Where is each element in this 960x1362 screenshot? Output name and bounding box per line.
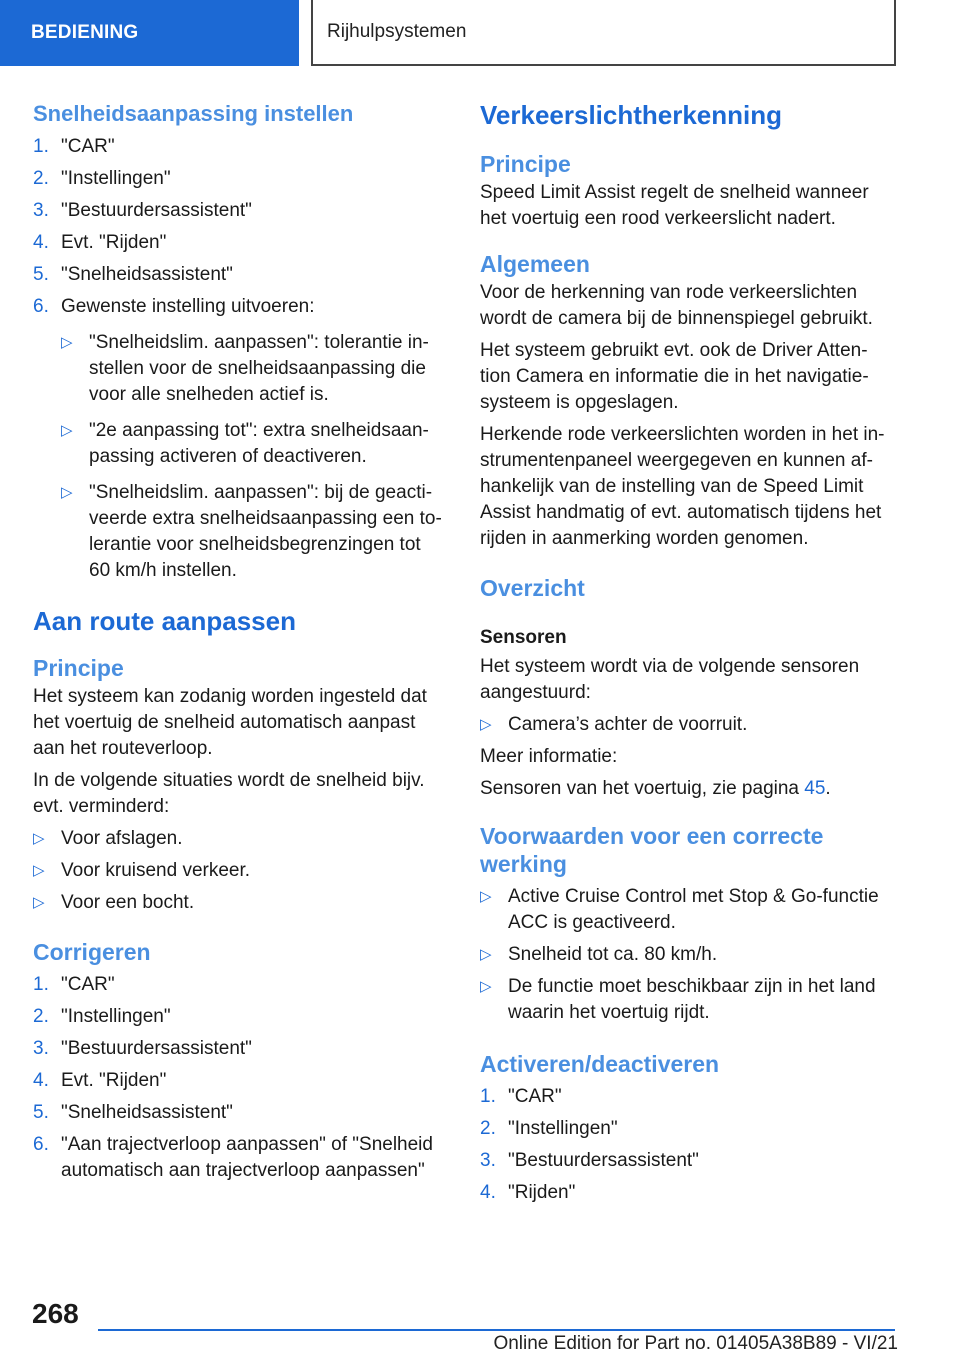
paragraph: Herkende rode verkeerslichten worden in het in-strumentenpaneel weergegeven en kunnen af-hankelijk van de instelling van de Speed Limit Assist handmatig of evt. automatisch tijdens het rijden in aanmerking worden genomen. — [480, 424, 885, 549]
right-column — [480, 100, 892, 1206]
list-item: 1. "CAR" — [33, 136, 115, 157]
triangle-bullet-icon: ▷ — [480, 946, 492, 963]
edition-text: Online Edition for Part no. 01405A38B89 - VI/21 — [493, 1333, 898, 1354]
page-number: 268 — [32, 1298, 79, 1329]
list-item: 3. "Bestuurdersassistent" — [33, 1038, 252, 1059]
triangle-bullet-icon: ▷ — [33, 894, 45, 911]
corrigeren-steps — [33, 972, 445, 1184]
page-link[interactable]: 45 — [804, 778, 826, 799]
list-item: ▷ Camera’s achter de voorruit. — [480, 712, 892, 738]
heading-principe: Principe — [33, 655, 124, 681]
list-item: ▷ De functie moet beschikbaar zijn in het land waarin het voertuig rijdt. — [480, 974, 892, 1026]
footer-divider — [98, 1329, 895, 1331]
heading-algemeen: Algemeen — [480, 251, 590, 277]
list-item: 1. "CAR" — [480, 1086, 562, 1107]
heading-overzicht: Overzicht — [480, 575, 585, 601]
bullet-list — [480, 884, 892, 1026]
list-item: 4. "Rijden" — [480, 1182, 576, 1203]
list-item: ▷ Voor een bocht. — [33, 890, 445, 916]
section-label: BEDIENING — [31, 22, 139, 43]
left-column — [33, 100, 445, 1184]
list-item: 2. "Instellingen" — [33, 168, 171, 189]
triangle-bullet-icon: ▷ — [61, 334, 73, 351]
list-item: ▷ "2e aanpassing tot": extra snelheidsaan-passing activeren of deactiveren. — [61, 418, 445, 470]
heading-aan-route: Aan route aanpassen — [33, 606, 296, 636]
chapter-tab — [311, 0, 896, 66]
paragraph: Voor de herkenning van rode verkeerslichten wordt de camera bij de binnenspiegel gebruikt. — [480, 282, 873, 329]
list-item: ▷ "Snelheidslim. aanpassen": bij de geacti-veerde extra snelheidsaanpassing een to-lerantie voor snelheidsbegrenzingen tot 60 km/h instellen. — [61, 480, 445, 584]
activeren-steps — [480, 1084, 892, 1206]
list-item: ▷ Voor kruisend verkeer. — [33, 858, 445, 884]
list-item: 4. Evt. "Rijden" — [33, 232, 167, 253]
paragraph: Het systeem wordt via de volgende sensoren aangestuurd: — [480, 656, 860, 703]
heading-voorwaarden: Voorwaarden voor een correcte werking — [480, 823, 824, 877]
triangle-bullet-icon: ▷ — [33, 830, 45, 847]
list-item: ▷ Snelheid tot ca. 80 km/h. — [480, 942, 892, 968]
bullet-list — [33, 826, 445, 916]
triangle-bullet-icon: ▷ — [61, 422, 73, 439]
list-item: ▷ Active Cruise Control met Stop & Go-functie ACC is geactiveerd. — [480, 884, 892, 936]
paragraph: Meer informatie: — [480, 746, 618, 767]
paragraph: Speed Limit Assist regelt de snelheid wanneer het voertuig een rood verkeerslicht nadert. — [480, 182, 869, 229]
list-item: 2. "Instellingen" — [480, 1118, 618, 1139]
cross-reference: Sensoren van het voertuig, zie pagina 45. — [480, 778, 831, 799]
triangle-bullet-icon: ▷ — [61, 484, 73, 501]
list-item: 6. Gewenste instelling uitvoeren: — [33, 296, 315, 317]
sub-list — [61, 330, 445, 584]
section-tab — [0, 0, 299, 66]
triangle-bullet-icon: ▷ — [480, 978, 492, 995]
heading-snelheidsaanpassing: Snelheidsaanpassing instellen — [33, 101, 354, 126]
paragraph: Het systeem kan zodanig worden ingesteld dat het voertuig de snelheid automatisch aanpast aan het routeverloop. — [33, 686, 427, 759]
list-item: 5. "Snelheidsassistent" — [33, 264, 233, 285]
heading-sensoren: Sensoren — [480, 627, 567, 648]
list-item: 2. "Instellingen" — [33, 1006, 171, 1027]
list-item: 3. "Bestuurdersassistent" — [480, 1150, 699, 1171]
heading-principe: Principe — [480, 151, 571, 177]
heading-verkeerslichtherkenning: Verkeerslichtherkenning — [480, 100, 783, 130]
list-item: 4. Evt. "Rijden" — [33, 1070, 167, 1091]
chapter-label: Rijhulpsystemen — [327, 21, 467, 42]
list-item: 3. "Bestuurdersassistent" — [33, 200, 252, 221]
snelheid-steps — [33, 134, 445, 584]
triangle-bullet-icon: ▷ — [480, 716, 492, 733]
list-item: ▷ Voor afslagen. — [33, 826, 445, 852]
paragraph: Het systeem gebruikt evt. ook de Driver Atten-tion Camera en informatie die in het navigatie-systeem is opgeslagen. — [480, 340, 869, 413]
triangle-bullet-icon: ▷ — [33, 862, 45, 879]
list-item: ▷ "Snelheidslim. aanpassen": tolerantie in-stellen voor de snelheidsaanpassing die voor alle snelheden actief is. — [61, 330, 445, 408]
triangle-bullet-icon: ▷ — [480, 888, 492, 905]
list-item: 5. "Snelheidsassistent" — [33, 1102, 233, 1123]
list-item: 1. "CAR" — [33, 974, 115, 995]
list-item: 6. "Aan trajectverloop aanpassen" of "Snelheid automatisch aan trajectverloop aanpassen" — [33, 1134, 433, 1181]
heading-activeren: Activeren/deactiveren — [480, 1051, 720, 1077]
paragraph: In de volgende situaties wordt de snelheid bijv. evt. verminderd: — [33, 770, 425, 817]
heading-corrigeren: Corrigeren — [33, 939, 151, 965]
